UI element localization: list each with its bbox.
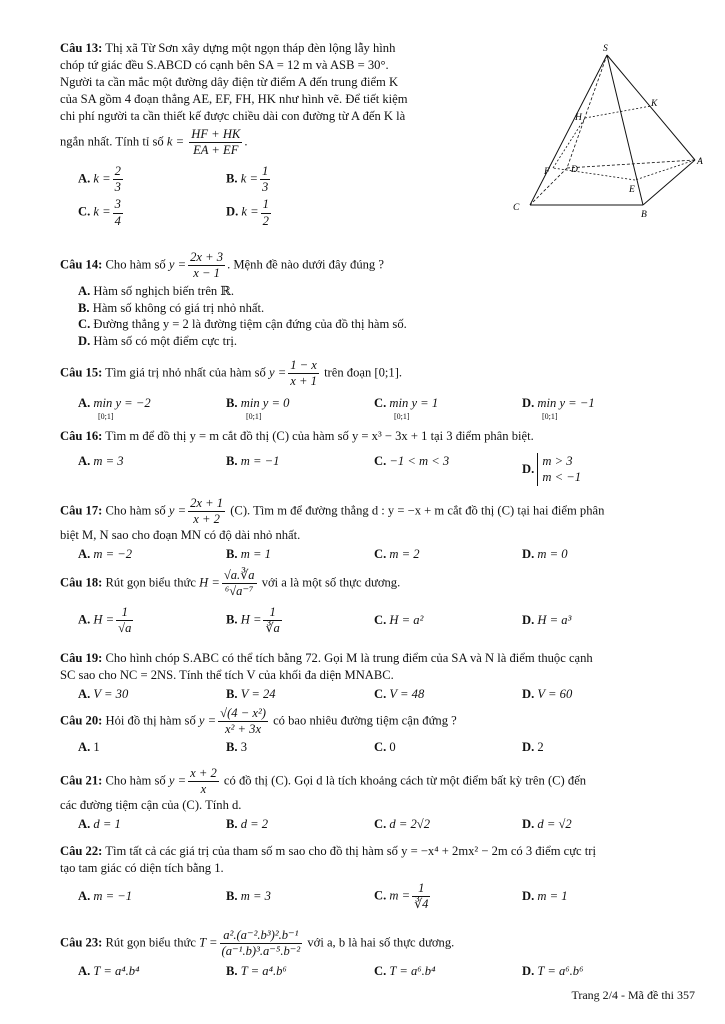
option-text: m = 3 — [240, 889, 271, 904]
denominator: x + 2 — [193, 512, 220, 527]
question-text: Rút gọn biểu thức — [105, 575, 196, 590]
denominator: 3 — [114, 180, 121, 195]
option-key: A. — [78, 547, 91, 562]
option-text: m = −2 — [93, 547, 133, 562]
option-text: V = 48 — [389, 687, 425, 701]
option-text: H = a³ — [537, 613, 572, 628]
question-text: Tìm giá trị nhỏ nhất của hàm số — [105, 365, 266, 380]
option-d[interactable] — [226, 197, 374, 228]
numerator: HF + HK — [189, 127, 242, 143]
option-text: 0 — [389, 740, 396, 755]
option-lhs: k = — [241, 204, 259, 219]
answer-row — [60, 686, 692, 703]
option-text: V = 24 — [240, 687, 276, 701]
option-b[interactable] — [78, 300, 692, 317]
question-label: Câu 20: — [60, 713, 103, 728]
denominator: ∛a — [265, 621, 280, 636]
numerator: 1 — [263, 605, 281, 621]
numerator: a².(a⁻².b³)².b⁻¹ — [220, 928, 303, 944]
formula-fraction — [220, 928, 303, 959]
question-text: với a, b là hai số thực dương. — [307, 935, 455, 950]
denominator: ∛4 — [414, 897, 429, 912]
option-key: A. — [78, 817, 91, 832]
label-a: A — [697, 157, 703, 167]
denominator: x — [200, 782, 207, 797]
answer-row — [60, 164, 475, 195]
option-key: A. — [78, 889, 91, 904]
formula-fraction — [188, 766, 219, 797]
option-b[interactable] — [226, 453, 374, 486]
question-label: Câu 19: — [60, 651, 103, 665]
option-c[interactable] — [374, 963, 522, 980]
numerator: 1 — [261, 197, 271, 213]
question-label: Câu 18: — [60, 575, 103, 590]
question-23 — [60, 928, 692, 980]
edge-ba — [643, 160, 695, 205]
question-text: Người ta cần mắc một đường dây điện từ điểm A đến trung điểm K — [60, 75, 399, 89]
option-key: A. — [78, 454, 91, 468]
label-k: K — [651, 99, 658, 109]
option-key: D. — [522, 740, 535, 755]
formula-lhs: T = — [199, 935, 218, 950]
option-text: m = −1 — [240, 454, 280, 468]
option-text: Hàm số có một điểm cực trị. — [93, 334, 237, 349]
option-text: m = 3 — [93, 454, 124, 468]
option-c[interactable] — [374, 881, 522, 912]
option-d[interactable] — [522, 963, 670, 980]
question-text: các đường tiệm cận của (C). Tính d. — [60, 798, 242, 813]
question-label: Câu 13: — [60, 41, 103, 55]
option-key: C. — [78, 204, 91, 219]
label-c: C — [513, 203, 520, 213]
denominator: 3 — [261, 180, 269, 195]
option-c[interactable] — [374, 686, 522, 703]
option-key: B. — [226, 740, 238, 755]
edge-sc — [530, 55, 607, 205]
answer-row — [60, 605, 692, 636]
option-key: D. — [522, 613, 535, 628]
option-a[interactable] — [60, 164, 226, 195]
question-text: của SA gồm 4 đoạn thẳng AE, EF, FH, HK như hình vẽ. Để tiết kiệm — [60, 92, 408, 106]
option-key: C. — [374, 740, 387, 755]
question-label: Câu 23: — [60, 935, 103, 950]
answer-row — [60, 395, 692, 423]
option-b[interactable] — [226, 963, 374, 980]
formula-lhs: y = — [268, 365, 287, 380]
option-a[interactable] — [78, 283, 692, 300]
option-subscript: [0;1] — [98, 412, 114, 422]
numerator: 1 — [412, 881, 430, 897]
option-key: A. — [78, 740, 91, 755]
answer-row — [60, 816, 692, 833]
option-key: B. — [226, 817, 238, 832]
option-a[interactable] — [78, 686, 226, 703]
option-text: V = 30 — [93, 687, 129, 701]
question-text: Rút gọn biểu thức — [105, 935, 196, 950]
option-c[interactable] — [374, 612, 522, 629]
option-key: C. — [374, 888, 387, 903]
option-key: B. — [226, 396, 238, 411]
question-text: biệt M, N sao cho đoạn MN có độ dài nhỏ nhất. — [60, 528, 301, 543]
option-bracket — [537, 453, 581, 486]
option-text: d = 2√2 — [389, 817, 431, 832]
option-b[interactable] — [226, 888, 374, 905]
option-text: T = a⁴.b⁴ — [93, 964, 140, 979]
question-text: Hỏi đồ thị hàm số — [105, 713, 196, 728]
option-a[interactable] — [78, 546, 226, 563]
option-key: C. — [374, 964, 387, 979]
formula-lhs: k = — [166, 134, 185, 149]
option-key: B. — [226, 171, 238, 186]
option-lhs: k = — [93, 171, 111, 186]
option-lhs: k = — [93, 204, 111, 219]
option-text: min y = −2 — [93, 396, 151, 411]
numerator: 2x + 1 — [188, 496, 225, 512]
option-c[interactable] — [374, 739, 522, 756]
option-subscript: [0;1] — [246, 412, 262, 422]
option-text: m = 1 — [537, 889, 568, 904]
option-text: m < −1 — [542, 470, 582, 485]
question-18 — [60, 568, 692, 636]
option-text: V = 60 — [537, 687, 573, 701]
question-21 — [60, 766, 692, 833]
label-e: E — [629, 185, 635, 195]
question-text: Tìm m để đồ thị y = m cắt đồ thị (C) của hàm số y = x³ − 3x + 1 tại 3 điểm phân biệt. — [105, 429, 534, 443]
denominator: EA + EF — [193, 143, 239, 158]
formula-lhs: y = — [168, 503, 187, 518]
option-a[interactable] — [78, 453, 226, 486]
question-label: Câu 16: — [60, 429, 103, 443]
option-key: D. — [522, 461, 535, 476]
option-key: A. — [78, 171, 91, 186]
option-lhs: H = — [93, 612, 115, 627]
question-text: (C). Tìm m để đường thẳng d : y = −x + m cắt đồ thị (C) tại hai điểm phân — [230, 503, 605, 518]
option-key: B. — [226, 687, 238, 701]
denominator: x² + 3x — [225, 722, 262, 737]
denominator: (a⁻¹.b)³.a⁻⁵.b⁻² — [221, 944, 301, 959]
option-key: D. — [522, 889, 535, 904]
option-d[interactable] — [522, 888, 670, 905]
option-b[interactable] — [226, 816, 374, 833]
option-key: C. — [374, 454, 387, 468]
option-b[interactable] — [226, 395, 374, 423]
option-a[interactable] — [78, 395, 226, 423]
option-text: T = a⁴.b⁶ — [240, 964, 287, 979]
numerator: √a.∛a — [222, 568, 257, 584]
option-key: A. — [78, 612, 91, 627]
question-text: Cho hình chóp S.ABC có thể tích bằng 72. Gọi M là trung điểm của SA và N là điểm thuộc cạnh — [105, 651, 593, 665]
answer-row — [60, 546, 692, 563]
label-s: S — [603, 44, 608, 54]
option-text: m = −1 — [93, 889, 133, 904]
option-key: B. — [226, 454, 238, 468]
formula-lhs: y = — [198, 713, 217, 728]
option-d[interactable] — [522, 739, 670, 756]
question-19 — [60, 650, 692, 703]
option-key: A. — [78, 964, 91, 979]
option-key: B. — [226, 612, 238, 627]
answer-row — [60, 453, 692, 486]
edge-sd — [567, 55, 607, 168]
option-key: A. — [78, 284, 91, 299]
formula-fraction — [188, 496, 225, 527]
path-fh — [553, 118, 585, 168]
formula-lhs: y = — [168, 773, 187, 788]
option-lhs: H = — [240, 612, 262, 627]
path-hk — [585, 106, 651, 118]
option-d[interactable] — [78, 333, 692, 350]
question-14 — [60, 250, 692, 350]
question-text: Thị xã Từ Sơn xây dựng một ngọn tháp đèn lộng lẫy hình — [105, 41, 396, 55]
option-text: H = a² — [389, 613, 424, 628]
label-h: H — [575, 113, 582, 123]
option-key: A. — [78, 396, 91, 411]
pyramid-figure — [505, 40, 705, 220]
option-b[interactable] — [226, 739, 374, 756]
option-key: A. — [78, 687, 91, 701]
question-20 — [60, 706, 692, 756]
option-key: B. — [78, 300, 90, 315]
option-d[interactable] — [522, 453, 670, 486]
question-text: SC sao cho NC = 2NS. Tính thể tích V của khối đa diện MNABC. — [60, 668, 394, 682]
numerator: 2x + 3 — [188, 250, 225, 266]
question-text: . Mệnh đề nào dưới đây đúng ? — [227, 257, 384, 272]
option-lhs: k = — [240, 171, 258, 186]
option-key: C. — [374, 613, 387, 628]
question-text: Tìm tất cả các giá trị của tham số m sao cho đồ thị hàm số y = −x⁴ + 2mx² − 2m có 3 điểm cực trị — [105, 844, 596, 858]
option-key: D. — [78, 334, 91, 349]
numerator: 3 — [113, 197, 123, 213]
denominator: √a — [118, 621, 132, 636]
numerator: √(4 − x²) — [218, 706, 268, 722]
option-a[interactable] — [78, 605, 226, 636]
option-text: m = 2 — [389, 547, 420, 562]
question-13: Câu 13: Thị xã Từ Sơn xây dựng một ngọn tháp đèn lộng lẫy hình chóp tứ giác đều S.ABCD có cạnh bên SA = 12 m và ASB = 30°. Người ta cần mắc một đường dây điện từ điểm A đến trung điểm K của SA gồm 4 đoạn thẳng AE, EF, FH, HK như hình vẽ. Để tiết kiệm chi phí người ta cần thiết kế được chiều dài con đường từ A đến K là ngắn nhất. Tính tỉ số k = $\frac{HF + HK}{EA + EF}$ . A. k = $\frac{2}{3}$ B. k = $\frac{1}{3}$ C. k = $\frac{3}{4}$ D. k = $\frac{1}{2}$ — [60, 40, 475, 229]
formula-fraction — [189, 127, 242, 158]
option-d[interactable] — [522, 816, 670, 833]
option-d[interactable] — [522, 395, 670, 423]
option-text: 1 — [93, 740, 100, 755]
label-b: B — [641, 210, 647, 220]
option-subscript: [0;1] — [542, 412, 558, 422]
numerator: x + 2 — [188, 766, 219, 782]
option-a[interactable] — [78, 739, 226, 756]
formula-fraction — [222, 568, 257, 599]
option-c[interactable] — [78, 316, 692, 333]
edge-sb — [607, 55, 643, 205]
answer-row — [60, 881, 692, 912]
formula-fraction — [288, 358, 319, 389]
denominator: x − 1 — [193, 266, 220, 281]
option-subscript: [0;1] — [394, 412, 410, 422]
formula-fraction — [188, 250, 225, 281]
option-text: min y = −1 — [537, 396, 595, 411]
option-text: 2 — [537, 740, 544, 755]
question-label: Câu 21: — [60, 773, 103, 788]
option-d[interactable] — [522, 686, 670, 703]
option-a[interactable] — [78, 888, 226, 905]
answer-list — [78, 283, 692, 349]
option-key: D. — [522, 396, 535, 411]
numerator: 1 — [260, 164, 270, 180]
option-key: D. — [522, 547, 535, 562]
denominator: 2 — [262, 213, 269, 228]
question-text: Cho hàm số — [105, 503, 166, 518]
option-key: D. — [522, 687, 535, 701]
answer-row — [60, 963, 692, 980]
option-text: min y = 1 — [389, 396, 439, 411]
question-text: ngắn nhất. Tính tỉ số — [60, 134, 164, 149]
answer-row — [60, 197, 475, 228]
question-text: Cho hàm số — [105, 773, 166, 788]
option-text: Hàm số nghịch biến trên ℝ. — [93, 284, 234, 299]
question-text: trên đoạn [0;1]. — [324, 365, 403, 380]
option-a[interactable] — [78, 816, 226, 833]
option-b[interactable] — [226, 546, 374, 563]
question-text: chi phí người ta cần thiết kế được chiều dài con đường từ A đến K là — [60, 109, 406, 123]
option-key: C. — [78, 317, 91, 332]
option-c[interactable] — [374, 816, 522, 833]
question-22 — [60, 843, 692, 912]
option-c[interactable] — [374, 453, 522, 486]
option-c[interactable] — [374, 395, 522, 423]
option-d[interactable] — [522, 546, 670, 563]
option-text: 3 — [240, 740, 248, 755]
question-17 — [60, 496, 692, 563]
option-b[interactable] — [226, 164, 374, 195]
question-15 — [60, 358, 692, 423]
option-text: m = 0 — [537, 547, 568, 562]
question-label: Câu 22: — [60, 844, 103, 858]
option-lhs: m = — [389, 888, 411, 903]
option-key: D. — [522, 817, 535, 832]
option-a[interactable] — [78, 963, 226, 980]
question-text: chóp tứ giác đều S.ABCD có cạnh bên SA = 12 m và ASB = 30°. — [60, 58, 389, 72]
option-d[interactable] — [522, 612, 670, 629]
option-text: d = √2 — [537, 817, 572, 832]
option-text: T = a⁶.b⁶ — [537, 964, 584, 979]
question-text: có bao nhiêu đường tiệm cận đứng ? — [273, 713, 457, 728]
question-16 — [60, 428, 692, 486]
option-text: min y = 0 — [240, 396, 290, 411]
page-footer: Trang 2/4 - Mã đề thi 357 — [571, 988, 695, 1002]
option-text: −1 < m < 3 — [389, 454, 450, 468]
numerator: 1 — [116, 605, 133, 621]
option-text: Hàm số không có giá trị nhỏ nhất. — [92, 300, 265, 315]
question-text: có đồ thị (C). Gọi d là tích khoảng cách từ một điểm bất kỳ trên (C) đến — [223, 773, 587, 788]
formula-fraction — [218, 706, 268, 737]
question-text: Cho hàm số — [105, 257, 166, 272]
question-label: Câu 14: — [60, 257, 103, 272]
denominator: 4 — [114, 213, 121, 228]
numerator: 2 — [113, 164, 123, 180]
option-text: d = 2 — [240, 817, 269, 832]
option-key: C. — [374, 817, 387, 832]
formula-lhs: H = — [199, 575, 220, 590]
question-label: Câu 17: — [60, 503, 103, 518]
option-b[interactable] — [226, 686, 374, 703]
option-text: Đường thẳng y = 2 là đường tiệm cận đứng của đồ thị hàm số. — [93, 317, 407, 332]
question-text: với a là một số thực dương. — [261, 575, 401, 590]
denominator: x + 1 — [290, 374, 317, 389]
option-key: C. — [374, 547, 387, 562]
denominator: ⁶√a⁻⁷ — [224, 584, 254, 599]
option-c[interactable] — [374, 546, 522, 563]
numerator: 1 − x — [288, 358, 319, 374]
option-key: D. — [522, 964, 535, 979]
option-text: m = 1 — [240, 547, 271, 562]
question-text: tạo tam giác có diện tích bằng 1. — [60, 861, 224, 875]
option-text: T = a⁶.b⁴ — [389, 964, 436, 979]
question-label: Câu 15: — [60, 365, 103, 380]
option-key: B. — [226, 964, 238, 979]
option-text: m > 3 — [542, 454, 573, 468]
formula-lhs: y = — [168, 257, 187, 272]
option-key: D. — [226, 204, 239, 219]
option-c[interactable] — [60, 197, 226, 228]
answer-row — [60, 739, 692, 756]
option-key: C. — [374, 396, 387, 411]
option-key: C. — [374, 687, 387, 701]
option-b[interactable] — [226, 605, 374, 636]
option-key: B. — [226, 547, 238, 562]
label-d: D — [571, 165, 578, 175]
option-key: B. — [226, 889, 238, 904]
label-f: F — [544, 167, 550, 177]
option-text: d = 1 — [93, 817, 121, 832]
